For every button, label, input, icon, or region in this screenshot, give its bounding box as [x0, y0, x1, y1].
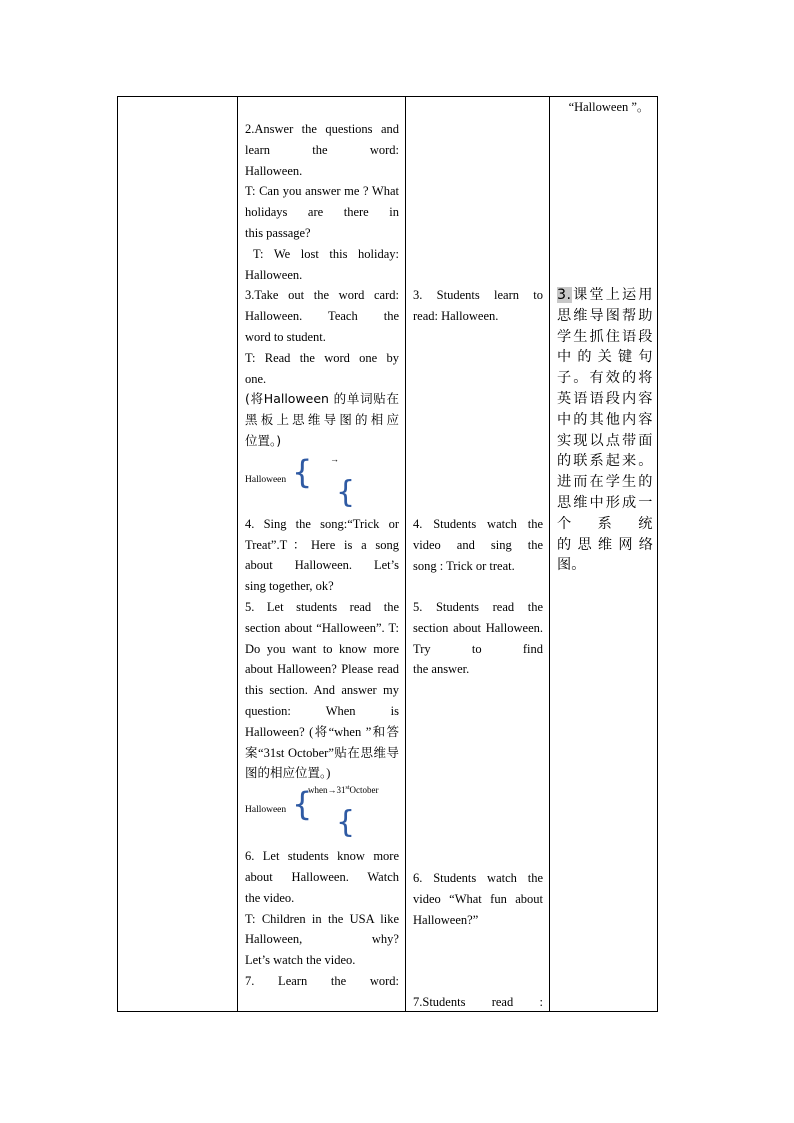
teacher-question-2-end: Let’s watch the video.	[245, 953, 356, 968]
intent-number: 3.	[557, 287, 572, 303]
activity-step-7: 7. Learn the word:	[245, 973, 399, 988]
intent-paragraph	[557, 285, 653, 535]
mind-map-branch-label	[308, 778, 379, 801]
student-step-6: 6. Students watch the video “What fun about	[413, 871, 543, 906]
column-divider	[405, 97, 406, 1011]
student-activity-6	[413, 868, 543, 930]
teacher-instruction-end: one.	[245, 371, 267, 386]
intent-text-end: 的思维网络图。	[557, 536, 653, 574]
student-step-4: 4. Students watch the video and sing the	[413, 517, 543, 552]
mind-map-diagram	[245, 452, 399, 514]
teacher-question-end: this passage?	[245, 225, 311, 240]
mind-map-root-label: Halloween	[245, 805, 287, 816]
arrow-icon: →	[330, 453, 339, 464]
left-brace-icon: {	[292, 785, 313, 824]
activity-step-6-end: the video.	[245, 890, 295, 905]
student-step-5: 5. Students read the section about Halloween. Try to find	[413, 600, 543, 656]
left-brace-icon: {	[336, 805, 356, 841]
student-activity-3	[413, 285, 543, 327]
design-intent-top	[563, 97, 655, 118]
activity-step-5: 5. Let students read the section about “Halloween”. T: Do you want to know more about Halloween? Please read this section. And answer my question: When is	[245, 599, 399, 718]
activity-step-4: 4. Sing the song:“Trick or Treat”.T：Here is a song about Halloween. Let’s	[245, 516, 399, 573]
activity-step-3-end: word to student.	[245, 329, 326, 344]
branch-sup: st	[345, 785, 350, 792]
activity-step-2-end: Halloween.	[245, 163, 303, 178]
design-intent-cell	[557, 285, 653, 576]
student-step-3: 3. Students learn to	[413, 288, 543, 302]
student-step-5-end: the answer.	[413, 662, 470, 677]
teacher-instruction: T: Read the word one by	[245, 350, 399, 365]
blackboard-note: (将Halloween 的单词贴在黑板上思维导图的相应	[245, 391, 399, 428]
student-activity-7	[413, 992, 543, 1013]
mind-map-diagram-2	[245, 784, 399, 846]
student-step-4-end: song : Trick or treat.	[413, 558, 515, 573]
activity-step-4-end: sing together, ok?	[245, 579, 334, 594]
branch-date: October	[349, 785, 379, 796]
student-activity-4	[413, 514, 543, 576]
intent-continued: “Halloween ”。	[568, 100, 650, 114]
teacher-statement-end: Halloween.	[245, 267, 303, 282]
left-brace-icon: {	[292, 452, 313, 491]
student-step-3-end: read: Halloween.	[413, 308, 499, 323]
student-step-7: 7.Students read :	[413, 995, 543, 1009]
table-cell-empty	[118, 97, 237, 1011]
left-brace-icon: {	[336, 474, 356, 510]
mind-map-root-label: Halloween	[245, 474, 287, 485]
intent-text: 课堂上运用思维导图帮助学生抓住语段中的关键句子。有效的将英语语段内容中的其他内容实现以点带面的联系起来。进而在学生的思维中形成一个系统	[557, 287, 653, 532]
teacher-activities-cell	[245, 119, 399, 992]
branch-when: when→31	[308, 785, 346, 796]
column-divider	[549, 97, 550, 1011]
column-divider	[237, 97, 238, 1011]
teacher-statement: T: We lost this holiday:	[253, 246, 399, 261]
lesson-plan-table	[117, 96, 658, 1012]
student-step-6-end: Halloween?”	[413, 912, 479, 927]
teacher-question: T: Can you answer me ? What holidays are there in	[245, 184, 399, 220]
student-activity-5	[413, 597, 543, 680]
activity-step-2: 2.Answer the questions and learn the word:	[245, 122, 399, 157]
blackboard-note-end: 位置。)	[245, 432, 282, 448]
activity-step-6: 6. Let students know more about Halloween. Watch	[245, 849, 399, 884]
teacher-question-2: T: Children in the USA like Halloween, why?	[245, 911, 399, 947]
activity-step-3: 3.Take out the word card: Halloween. Teach the	[245, 288, 399, 324]
activity-step-5-end: Halloween? (将“when ”和答案“31st October”贴在思维导图的相应位置。)	[245, 724, 399, 781]
